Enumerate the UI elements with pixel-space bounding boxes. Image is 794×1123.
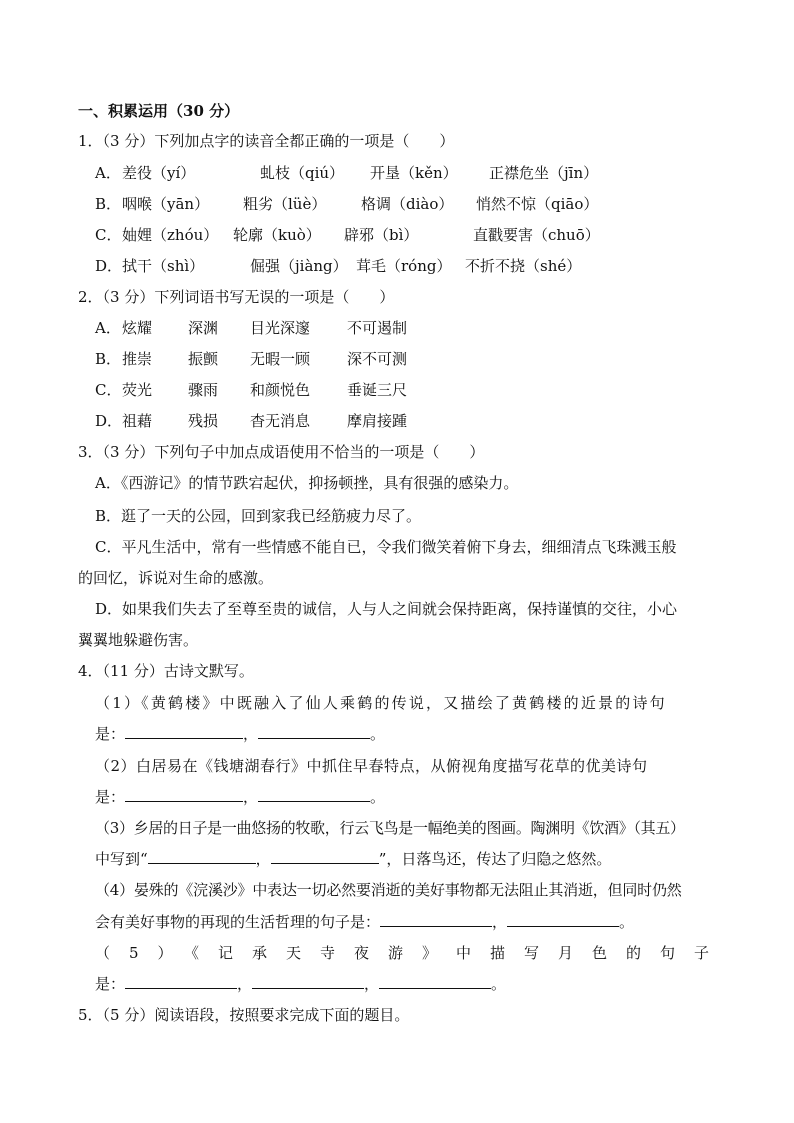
comma: ， [255,850,271,868]
question-3-stem: 3．（3 分）下列句子中加点成语使用不恰当的一项是（ ） [78,443,485,461]
option-label: D． [95,412,123,430]
option-item: 无暇一顾 [250,350,311,368]
answer-blank[interactable] [125,724,243,739]
option-item: 开垦（kěn） [370,164,458,182]
answer-blank[interactable] [271,849,379,864]
option-item: 荧光 [122,381,153,399]
comma: ， [364,975,380,993]
option-item: 和颜悦色 [250,381,311,399]
answer-blank[interactable] [379,974,491,989]
option-item: 不可遏制 [347,319,408,337]
option-item: 粗劣（lüè） [243,195,327,213]
q3-option-c-line2: 的回忆，诉说对生命的感激。 [78,569,274,587]
option-item: 虬枝（qiú） [260,164,345,182]
option-item: 咽喉（yān） [122,195,210,213]
q4-part4-line1: （4）晏殊的《浣溪沙》中表达一切必然要消逝的美好事物都无法阻止其消逝，但同时仍然 [95,881,682,899]
q4-part5-line2 [95,974,506,994]
q3-option-d-line2: 翼翼地躲避伤害。 [78,631,199,649]
option-item: 倔强（jiàng） [250,257,348,275]
period: 。 [619,913,635,931]
comma: ， [237,975,253,993]
option-item: 妯娌（zhóu） [122,226,219,244]
option-item: 直戳要害（chuō） [473,226,600,244]
section-title: 一、积累运用（30 分） [78,102,240,120]
option-item: 推崇 [122,350,153,368]
answer-blank[interactable] [125,974,237,989]
option-label: A． [95,319,121,337]
option-item: 深不可测 [347,350,408,368]
question-1-stem: 1．（3 分）下列加点字的读音全都正确的一项是（ ） [78,132,455,150]
answer-blank[interactable] [258,724,370,739]
quote-prefix: 中写到“ [95,850,148,868]
q3-option-b: B．逛了一天的公园，回到家我已经筋疲力尽了。 [95,507,422,525]
option-item: 垂诞三尺 [347,381,408,399]
answer-prefix: 是： [95,975,126,993]
answer-blank[interactable] [125,787,243,802]
period: 。 [491,975,507,993]
option-label: C． [95,226,122,244]
question-4-stem: 4．（11 分）古诗文默写。 [78,662,254,680]
option-label: B． [95,195,122,213]
q4-part1-line2 [95,724,385,744]
option-item: 茸毛（róng） [356,257,452,275]
option-item: 正襟危坐（jīn） [489,164,599,182]
option-item: 拭干（shì） [122,257,205,275]
option-item: 骤雨 [188,381,219,399]
option-label: B． [95,350,122,368]
comma: ， [243,725,259,743]
option-item: 祖藉 [122,412,153,430]
period: 。 [370,788,386,806]
q4-part3-line1: （3）乡居的日子是一曲悠扬的牧歌，行云飞鸟是一幅绝美的图画。陶渊明《饮酒》（其五） [95,819,685,837]
option-item: 炫耀 [122,319,153,337]
answer-blank[interactable] [252,974,364,989]
option-item: 悄然不惊（qiāo） [476,195,599,213]
q3-option-d-line1: D．如果我们失去了至尊至贵的诚信，人与人之间就会保持距离，保持谨慎的交往，小心 [95,600,678,618]
option-item: 振颤 [188,350,219,368]
option-label: C． [95,381,122,399]
option-item: 摩肩接踵 [347,412,408,430]
answer-blank[interactable] [507,912,619,927]
answer-blank[interactable] [148,849,256,864]
option-item: 杳无消息 [250,412,311,430]
q3-option-c-line1: C．平凡生活中，常有一些情感不能自已，令我们微笑着俯下身去，细细清点飞珠溅玉般 [95,538,677,556]
answer-prefix: 会有美好事物的再现的生活哲理的句子是： [95,913,381,931]
q4-part1-line1: （1）《黄鹤楼》中既融入了仙人乘鹤的传说，又描绘了黄鹤楼的近景的诗句 [95,694,667,712]
comma: ， [492,913,508,931]
answer-prefix: 是： [95,788,126,806]
q4-part5-line1: （5）《记承天寺夜游》中描写月色的句子 [95,944,729,962]
q4-part4-line2 [95,912,634,932]
answer-prefix: 是： [95,725,126,743]
option-item: 轮廓（kuò） [233,226,321,244]
option-label: D． [95,257,123,275]
quote-suffix: ”，日落鸟还，传达了归隐之悠然。 [378,850,612,868]
answer-blank[interactable] [380,912,492,927]
option-item: 残损 [188,412,219,430]
option-item: 辟邪（bì） [344,226,419,244]
period: 。 [370,725,386,743]
option-item: 格调（diào） [361,195,454,213]
option-item: 深渊 [188,319,219,337]
option-label: A． [95,164,121,182]
q4-part2-line2 [95,787,385,807]
answer-blank[interactable] [258,787,370,802]
option-item: 目光深邃 [250,319,311,337]
q4-part3-line2 [95,849,611,869]
comma: ， [243,788,259,806]
q3-option-a: A．《西游记》的情节跌宕起伏，抑扬顿挫，具有很强的感染力。 [95,474,519,492]
option-item: 差役（yí） [122,164,196,182]
q4-part2-line1: （2）白居易在《钱塘湖春行》中抓住早春特点，从俯视角度描写花草的优美诗句 [95,757,648,775]
question-2-stem: 2．（3 分）下列词语书写无误的一项是（ ） [78,288,395,306]
question-5-stem: 5．（5 分）阅读语段，按照要求完成下面的题目。 [78,1006,410,1024]
option-item: 不折不挠（shé） [465,257,582,275]
